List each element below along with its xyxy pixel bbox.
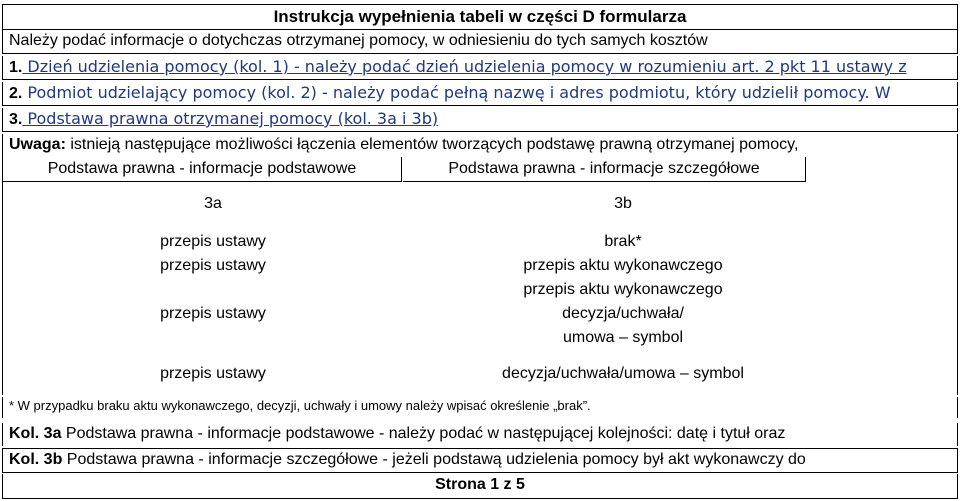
table-row-right: brak*: [604, 233, 642, 250]
table-row-left: przepis ustawy: [160, 365, 266, 382]
table-row-right: decyzja/uchwała/: [562, 305, 684, 322]
page-number: Strona 1 z 5: [2, 474, 958, 499]
table-row-left: przepis ustawy: [160, 305, 266, 322]
table-header-basic: Podstawa prawna - informacje podstawowe: [47, 160, 357, 177]
column-label-3b: 3b: [614, 195, 632, 212]
table-row-right: umowa – symbol: [562, 329, 684, 346]
table-row-right: przepis aktu wykonawczego: [523, 281, 723, 298]
table-row-right: decyzja/uchwała/umowa – symbol: [502, 365, 744, 382]
table-row-right: przepis aktu wykonawczego: [523, 257, 723, 274]
kol-3b-line: Kol. 3b Podstawa prawna - informacje szczegółowe - jeżeli podstawą udzielenia pomocy był akt wykonawczy do: [2, 448, 958, 473]
column-label-3a: 3a: [204, 195, 222, 212]
table-row-left: przepis ustawy: [160, 257, 266, 274]
footnote: * W przypadku braku aktu wykonawczego, decyzji, uchwały i umowy należy wpisać określenie „brak”.: [2, 397, 958, 418]
item-1: 1. Dzień udzielenia pomocy (kol. 1) - należy podać dzień udzielenia pomocy w rozumieniu art. 2 pkt 11 ustawy z: [2, 56, 958, 80]
item-3: 3. Podstawa prawna otrzymanej pomocy (kol. 3a i 3b): [2, 108, 958, 132]
intro-text: Należy podać informacje o dotychczas otrzymanej pomocy, w odniesieniu do tych samych kosztów: [2, 30, 958, 54]
sheet-title: Instrukcja wypełnienia tabeli w części D formularza: [2, 4, 958, 30]
kol-3a-line: Kol. 3a Podstawa prawna - informacje podstawowe - należy podać w następującej kolejności: datę i tytuł oraz: [2, 423, 958, 446]
legal-basis-table: [2, 157, 958, 395]
item-2: 2. Podmiot udzielający pomocy (kol. 2) - należy podać pełną nazwę i adres podmiotu, który udzielił pomocy. W: [2, 82, 958, 106]
note-line: Uwaga: istnieją następujące możliwości łączenia elementów tworzących podstawę prawną otrzymanej pomocy,: [2, 134, 958, 157]
table-header-detailed: Podstawa prawna - informacje szczegółowe: [448, 160, 760, 177]
table-row-left: przepis ustawy: [160, 233, 266, 250]
